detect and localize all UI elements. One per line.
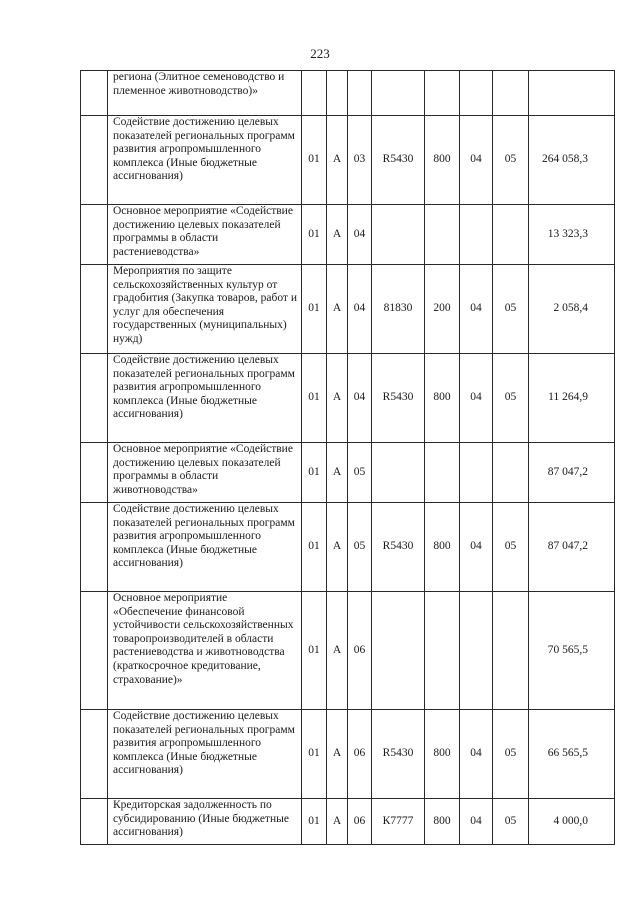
program-code-cell: 01: [302, 443, 327, 503]
item-name-cell: Основное мероприятие «Содействие достижению целевых показателей программы в области растениеводства»: [108, 205, 302, 265]
row-number-cell: [81, 710, 108, 799]
row-number-cell: [81, 354, 108, 443]
program-code-cell: 01: [302, 205, 327, 265]
section-cell: [460, 71, 493, 116]
main-event-code-cell: [348, 71, 372, 116]
section-cell: [460, 592, 493, 710]
expense-type-cell: [425, 592, 460, 710]
section-cell: 04: [460, 799, 493, 845]
row-number-cell: [81, 116, 108, 205]
amount-cell: 70 565,5: [529, 592, 615, 710]
table-row: [81, 503, 615, 592]
item-name-cell: Основное мероприятие «Содействие достижению целевых показателей программы в области животноводства»: [108, 443, 302, 503]
expense-type-cell: 200: [425, 265, 460, 354]
direction-code-cell: R5430: [372, 710, 425, 799]
section-cell: 04: [460, 116, 493, 205]
subprogram-code-cell: А: [327, 592, 348, 710]
program-code-cell: 01: [302, 592, 327, 710]
table-row: [81, 443, 615, 503]
amount-cell: 2 058,4: [529, 265, 615, 354]
amount-cell: 264 058,3: [529, 116, 615, 205]
row-number-cell: [81, 592, 108, 710]
program-code-cell: 01: [302, 116, 327, 205]
row-number-cell: [81, 265, 108, 354]
section-cell: 04: [460, 503, 493, 592]
program-code-cell: [302, 71, 327, 116]
program-code-cell: 01: [302, 710, 327, 799]
budget-table: [80, 70, 615, 845]
table-row: [81, 205, 615, 265]
main-event-code-cell: 06: [348, 710, 372, 799]
direction-code-cell: [372, 592, 425, 710]
table-row: [81, 265, 615, 354]
amount-cell: 87 047,2: [529, 443, 615, 503]
subsection-cell: [493, 205, 529, 265]
direction-code-cell: R5430: [372, 503, 425, 592]
row-number-cell: [81, 503, 108, 592]
main-event-code-cell: 06: [348, 592, 372, 710]
item-name-cell: Содействие достижению целевых показателей региональных программ развития агропромышленного комплекса (Иные бюджетные ассигнования): [108, 116, 302, 205]
item-name-cell: Содействие достижению целевых показателей региональных программ развития агропромышленного комплекса (Иные бюджетные ассигнования): [108, 354, 302, 443]
amount-cell: [529, 71, 615, 116]
subprogram-code-cell: А: [327, 503, 348, 592]
subprogram-code-cell: А: [327, 205, 348, 265]
item-name-cell: региона (Элитное семеноводство и племенное животноводство)»: [108, 71, 302, 116]
amount-cell: 4 000,0: [529, 799, 615, 845]
item-name-cell: Мероприятия по защите сельскохозяйственных культур от градобития (Закупка товаров, работ и услуг для обеспечения государственных (муниципальных) нужд): [108, 265, 302, 354]
subprogram-code-cell: А: [327, 799, 348, 845]
direction-code-cell: R5430: [372, 354, 425, 443]
subsection-cell: [493, 71, 529, 116]
program-code-cell: 01: [302, 799, 327, 845]
program-code-cell: 01: [302, 354, 327, 443]
subsection-cell: 05: [493, 503, 529, 592]
subprogram-code-cell: А: [327, 265, 348, 354]
table-row: [81, 116, 615, 205]
subsection-cell: [493, 592, 529, 710]
expense-type-cell: 800: [425, 503, 460, 592]
direction-code-cell: R5430: [372, 116, 425, 205]
item-name-cell: Содействие достижению целевых показателей региональных программ развития агропромышленного комплекса (Иные бюджетные ассигнования): [108, 503, 302, 592]
table-row: [81, 799, 615, 845]
direction-code-cell: 81830: [372, 265, 425, 354]
item-name-cell: Основное мероприятие «Обеспечение финансовой устойчивости сельскохозяйственных товаропроизводителей в области растениеводства и животноводства (краткосрочное кредитование, страхование)»: [108, 592, 302, 710]
main-event-code-cell: 04: [348, 265, 372, 354]
section-cell: 04: [460, 354, 493, 443]
table-row: [81, 592, 615, 710]
subsection-cell: 05: [493, 354, 529, 443]
main-event-code-cell: 03: [348, 116, 372, 205]
expense-type-cell: 800: [425, 710, 460, 799]
direction-code-cell: [372, 71, 425, 116]
amount-cell: 66 565,5: [529, 710, 615, 799]
row-number-cell: [81, 71, 108, 116]
amount-cell: 11 264,9: [529, 354, 615, 443]
row-number-cell: [81, 799, 108, 845]
amount-cell: 13 323,3: [529, 205, 615, 265]
direction-code-cell: [372, 205, 425, 265]
subprogram-code-cell: А: [327, 116, 348, 205]
program-code-cell: 01: [302, 503, 327, 592]
expense-type-cell: [425, 205, 460, 265]
subprogram-code-cell: А: [327, 443, 348, 503]
main-event-code-cell: 06: [348, 799, 372, 845]
expense-type-cell: 800: [425, 116, 460, 205]
expense-type-cell: [425, 71, 460, 116]
expense-type-cell: 800: [425, 799, 460, 845]
row-number-cell: [81, 205, 108, 265]
direction-code-cell: К7777: [372, 799, 425, 845]
subsection-cell: 05: [493, 116, 529, 205]
main-event-code-cell: 05: [348, 503, 372, 592]
row-number-cell: [81, 443, 108, 503]
subprogram-code-cell: А: [327, 354, 348, 443]
subsection-cell: 05: [493, 799, 529, 845]
section-cell: 04: [460, 710, 493, 799]
table-body: [81, 71, 615, 845]
table-row: [81, 710, 615, 799]
amount-cell: 87 047,2: [529, 503, 615, 592]
main-event-code-cell: 04: [348, 354, 372, 443]
direction-code-cell: [372, 443, 425, 503]
section-cell: [460, 205, 493, 265]
subprogram-code-cell: А: [327, 710, 348, 799]
main-event-code-cell: 05: [348, 443, 372, 503]
subsection-cell: [493, 443, 529, 503]
subprogram-code-cell: [327, 71, 348, 116]
expense-type-cell: [425, 443, 460, 503]
main-event-code-cell: 04: [348, 205, 372, 265]
expense-type-cell: 800: [425, 354, 460, 443]
item-name-cell: Кредиторская задолженность по субсидированию (Иные бюджетные ассигнования): [108, 799, 302, 845]
item-name-cell: Содействие достижению целевых показателей региональных программ развития агропромышленного комплекса (Иные бюджетные ассигнования): [108, 710, 302, 799]
section-cell: [460, 443, 493, 503]
table-row: [81, 354, 615, 443]
table-row: [81, 71, 615, 116]
subsection-cell: 05: [493, 710, 529, 799]
program-code-cell: 01: [302, 265, 327, 354]
subsection-cell: 05: [493, 265, 529, 354]
section-cell: 04: [460, 265, 493, 354]
page-number: 223: [310, 46, 330, 61]
